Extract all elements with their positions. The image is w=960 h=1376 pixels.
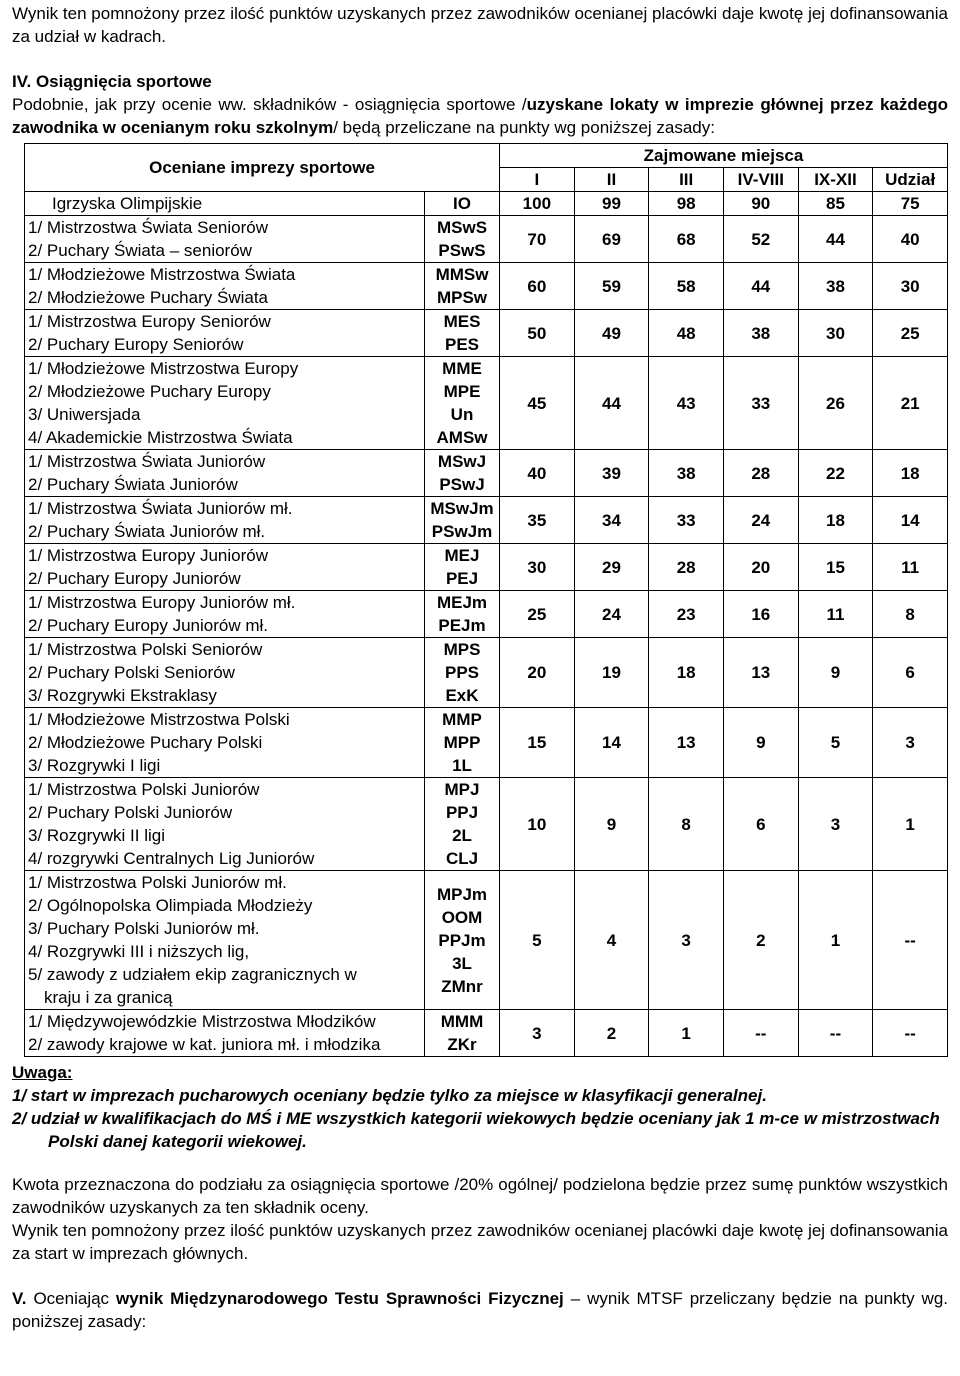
points-cell: 18 [798,497,873,544]
event-cell [25,871,425,1010]
event-abbreviation: MSwS [436,218,488,237]
table-row [25,497,948,544]
points-cell: 49 [574,310,649,357]
table-row [25,638,948,708]
event-name: 1/ Mistrzostwa Europy Juniorów [28,546,268,565]
table-row [25,192,948,216]
points-cell: 34 [574,497,649,544]
outro-section [12,1173,948,1265]
event-name: 1/ Mistrzostwa Polski Juniorów [28,780,260,799]
event-abbreviation: PPJm [438,930,486,950]
abbreviation-cell [425,216,500,263]
points-cell: 8 [649,778,724,871]
event-cell [25,263,425,310]
event-cell [25,450,425,497]
points-cell: 20 [500,638,575,708]
points-cell: 9 [798,638,873,708]
points-cell: -- [873,1010,948,1057]
points-cell: 18 [873,450,948,497]
points-cell: 20 [723,544,798,591]
points-cell: 22 [798,450,873,497]
event-cell [25,192,425,216]
points-cell: 15 [798,544,873,591]
points-cell: 35 [500,497,575,544]
points-cell: 6 [723,778,798,871]
event-abbreviation: PPJ [445,803,479,822]
abbreviation-cell [425,310,500,357]
points-cell: 5 [500,871,575,1010]
points-cell: 70 [500,216,575,263]
event-name: Igrzyska Olimpijskie [52,194,203,213]
event-abbreviation: PEJm [438,616,486,635]
table-row [25,871,948,1010]
table-row [25,263,948,310]
event-name: 2/ Puchary Świata Juniorów [28,475,238,494]
points-cell: -- [723,1010,798,1057]
event-abbreviation: MPP [443,733,481,752]
points-cell: 33 [649,497,724,544]
event-abbreviation: 3L [452,953,472,973]
points-cell: 58 [649,263,724,310]
points-cell: 29 [574,544,649,591]
section-v-part-a: Oceniając [33,1289,110,1308]
points-cell: 11 [798,591,873,638]
intro-paragraph: Wynik ten pomnożony przez ilość punktów uzyskanych przez zawodników ocenianej placówki daje kwotę jej dofinansowania za udział w kadrach. [12,4,948,46]
points-cell: 24 [574,591,649,638]
event-name: kraju i za granicą [44,988,173,1007]
event-name: 2/ zawody krajowe w kat. juniora mł. i młodzika [28,1035,381,1054]
abbreviation-cell [425,1010,500,1057]
event-name: 1/ Mistrzostwa Polski Juniorów mł. [28,873,287,892]
points-cell: 21 [873,357,948,450]
outro-paragraph: Kwota przeznaczona do podziału za osiągnięcia sportowe /20% ogólnej/ podzielona będzie przez sumę punktów wszystkich zawodników uzyskanych za ten składnik oceny. [12,1175,948,1217]
event-abbreviation: PSwS [438,241,486,260]
section-intro-part-c: / będą przeliczane na punkty wg poniższej zasady: [333,118,715,137]
header-place-1: II [574,168,649,192]
section-v-part-b: wynik Międzynarodowego Testu Sprawności Fizycznej [116,1289,564,1308]
points-cell: 3 [500,1010,575,1057]
abbreviation-cell [425,778,500,871]
event-name: 3/ Rozgrywki Ekstraklasy [28,686,217,705]
event-name: 3/ Uniwersjada [28,405,141,424]
event-cell [25,778,425,871]
points-cell: 38 [723,310,798,357]
points-cell: 25 [873,310,948,357]
event-cell [25,544,425,591]
header-events: Oceniane imprezy sportowe [25,144,500,192]
points-cell: -- [873,871,948,1010]
event-cell [25,497,425,544]
points-cell: 1 [873,778,948,871]
points-cell: 30 [798,310,873,357]
event-abbreviation: PSwJ [439,475,485,494]
event-name: 2/ Puchary Polski Juniorów [28,803,233,822]
points-cell: 52 [723,216,798,263]
points-cell: 3 [649,871,724,1010]
event-name: 1/ Mistrzostwa Świata Seniorów [28,218,268,237]
event-abbreviation: PES [444,335,480,354]
points-cell: 13 [723,638,798,708]
event-cell [25,591,425,638]
event-name: 2/ Młodzieżowe Puchary Polski [28,733,263,752]
points-cell: 85 [798,192,873,216]
points-cell: 2 [723,871,798,1010]
header-place-4: IX-XII [798,168,873,192]
points-cell: 39 [574,450,649,497]
event-abbreviation: AMSw [436,428,488,447]
event-abbreviation: PEJ [445,569,479,588]
section-v-paragraph [12,1287,948,1333]
table-row [25,216,948,263]
note-item: 1/ start w imprezach pucharowych oceniany będzie tylko za miejsce w klasyfikacji generalnej. [12,1086,767,1105]
event-abbreviation: PSwJm [431,522,493,541]
points-cell: -- [798,1010,873,1057]
event-abbreviation: MPE [443,382,481,401]
points-cell: 100 [500,192,575,216]
event-name: 2/ Puchary Europy Juniorów [28,569,241,588]
event-abbreviation: MSwJ [437,452,487,471]
points-cell: 3 [873,708,948,778]
header-place-2: III [649,168,724,192]
points-cell: 44 [723,263,798,310]
points-cell: 19 [574,638,649,708]
event-cell [25,1010,425,1057]
header-places: Zajmowane miejsca [500,144,948,168]
points-cell: 14 [873,497,948,544]
abbreviation-cell [425,450,500,497]
event-abbreviation: ZMnr [441,976,483,996]
points-cell: 24 [723,497,798,544]
section-intro-part-a: Podobnie, jak przy ocenie ww. składników - osiągnięcia sportowe / [12,95,527,114]
abbreviation-cell [425,192,500,216]
event-abbreviation: Un [450,405,474,424]
event-abbreviation: MME [442,359,482,378]
event-name: 1/ Mistrzostwa Europy Juniorów mł. [28,593,296,612]
event-name: 2/ Puchary Europy Juniorów mł. [28,616,268,635]
event-abbreviation: MES [443,312,481,331]
points-cell: 69 [574,216,649,263]
event-abbreviation: MMP [442,710,482,729]
event-name: 1/ Mistrzostwa Polski Seniorów [28,640,263,659]
event-name: 4/ rozgrywki Centralnych Lig Juniorów [28,849,315,868]
event-abbreviation: CLJ [445,849,479,868]
table-row [25,450,948,497]
event-cell [25,357,425,450]
points-cell: 48 [649,310,724,357]
points-cell: 40 [873,216,948,263]
points-cell: 59 [574,263,649,310]
event-name: 4/ Akademickie Mistrzostwa Świata [28,428,293,447]
points-cell: 10 [500,778,575,871]
points-cell: 9 [723,708,798,778]
section-v-number: V. [12,1289,27,1308]
section-v-part-c: – wynik MTSF przeliczany będzie na punkty wg. poniższej zasady: [12,1289,949,1331]
points-cell: 40 [500,450,575,497]
header-place-0: I [500,168,575,192]
event-name: 1/ Mistrzostwa Świata Juniorów [28,452,266,471]
intro-section [12,0,948,139]
points-cell: 1 [798,871,873,1010]
event-abbreviation: ExK [445,686,479,705]
event-name: 3/ Rozgrywki II ligi [28,826,165,845]
event-name: 1/ Międzywojewódzkie Mistrzostwa Młodzików [28,1012,376,1031]
notes-title: Uwaga: [12,1063,73,1082]
points-cell: 28 [649,544,724,591]
event-abbreviation: PPS [444,663,480,682]
event-name: 3/ Puchary Polski Juniorów mł. [28,919,260,938]
outro-paragraph: Wynik ten pomnożony przez ilość punktów uzyskanych przez zawodników ocenianej placówki daje kwotę jej dofinansowania za start w imprezach głównych. [12,1221,948,1263]
event-abbreviation: MMSw [435,265,489,284]
event-name: 2/ Puchary Świata Juniorów mł. [28,522,266,541]
event-abbreviation: MEJm [436,593,488,612]
event-name: 1/ Mistrzostwa Europy Seniorów [28,312,271,331]
points-cell: 43 [649,357,724,450]
table-row [25,357,948,450]
event-abbreviation: MPSw [436,288,488,307]
table-row [25,1010,948,1057]
event-abbreviation: 2L [452,826,472,845]
event-name: 2/ Młodzieżowe Puchary Europy [28,382,271,401]
points-cell: 99 [574,192,649,216]
points-cell: 44 [798,216,873,263]
points-cell: 38 [798,263,873,310]
event-name: 1/ Młodzieżowe Mistrzostwa Świata [28,265,296,284]
points-cell: 26 [798,357,873,450]
event-abbreviation: MPS [443,640,481,659]
points-cell: 8 [873,591,948,638]
event-abbreviation: MPJm [436,884,488,904]
points-cell: 15 [500,708,575,778]
points-cell: 30 [873,263,948,310]
event-name: 4/ Rozgrywki III i niższych lig, [28,942,250,961]
table-row [25,310,948,357]
header-place-5: Udział [873,168,948,192]
points-cell: 23 [649,591,724,638]
event-abbreviation: OOM [441,907,483,927]
points-cell: 50 [500,310,575,357]
points-cell: 4 [574,871,649,1010]
points-cell: 18 [649,638,724,708]
event-name: 2/ Młodzieżowe Puchary Świata [28,288,269,307]
event-abbreviation: MEJ [444,546,480,565]
event-cell [25,216,425,263]
event-name: 2/ Puchary Europy Seniorów [28,335,244,354]
event-abbreviation: ZKr [447,1035,477,1054]
table-row [25,544,948,591]
points-cell: 68 [649,216,724,263]
event-abbreviation: MSwJm [430,499,494,518]
points-cell: 14 [574,708,649,778]
event-name: 2/ Puchary Polski Seniorów [28,663,235,682]
event-name: 3/ Rozgrywki I ligi [28,756,161,775]
points-cell: 33 [723,357,798,450]
table-row [25,591,948,638]
points-cell: 30 [500,544,575,591]
abbreviation-cell [425,263,500,310]
points-cell: 75 [873,192,948,216]
event-name: 5/ zawody z udziałem ekip zagranicznych w [28,965,357,984]
points-cell: 45 [500,357,575,450]
abbreviation-cell [425,357,500,450]
event-name: 1/ Młodzieżowe Mistrzostwa Polski [28,710,290,729]
table-header-row-1 [25,144,948,168]
event-name: 1/ Młodzieżowe Mistrzostwa Europy [28,359,299,378]
points-cell: 6 [873,638,948,708]
points-cell: 38 [649,450,724,497]
event-abbreviation: MMM [440,1012,484,1031]
points-cell: 25 [500,591,575,638]
points-cell: 28 [723,450,798,497]
points-cell: 5 [798,708,873,778]
points-cell: 9 [574,778,649,871]
points-table [24,143,948,1057]
section-intro-paragraph [12,93,948,139]
header-place-3: IV-VIII [723,168,798,192]
points-cell: 1 [649,1010,724,1057]
section-intro-part-b: uzyskane lokaty w imprezie głównej przez każdego zawodnika w ocenianym roku szkolnym [12,95,948,137]
abbreviation-cell [425,591,500,638]
table-row [25,778,948,871]
notes-section [12,1061,948,1153]
abbreviation-cell [425,497,500,544]
event-cell [25,638,425,708]
points-cell: 2 [574,1010,649,1057]
points-cell: 90 [723,192,798,216]
points-cell: 16 [723,591,798,638]
abbreviation-cell [425,871,500,1010]
points-cell: 44 [574,357,649,450]
points-cell: 98 [649,192,724,216]
event-abbreviation: 1L [452,756,472,775]
note-item: 2/ udział w kwalifikacjach do MŚ i ME wszystkich kategorii wiekowych będzie oceniany jak 1 m-ce w mistrzostwach Polski danej kategorii wiekowej. [12,1109,940,1151]
table-body [25,192,948,1057]
abbreviation-cell [425,544,500,591]
table-row [25,708,948,778]
points-cell: 11 [873,544,948,591]
points-cell: 3 [798,778,873,871]
event-name: 2/ Ogólnopolska Olimpiada Młodzieży [28,896,313,915]
event-cell [25,708,425,778]
abbreviation-cell [425,638,500,708]
event-name: 2/ Puchary Świata – seniorów [28,241,252,260]
abbreviation-cell [425,708,500,778]
points-cell: 60 [500,263,575,310]
event-cell [25,310,425,357]
event-name: 1/ Mistrzostwa Świata Juniorów mł. [28,499,293,518]
event-abbreviation: MPJ [444,780,480,799]
points-cell: 13 [649,708,724,778]
section-title: IV. Osiągnięcia sportowe [12,72,212,91]
event-abbreviation: IO [453,194,471,213]
